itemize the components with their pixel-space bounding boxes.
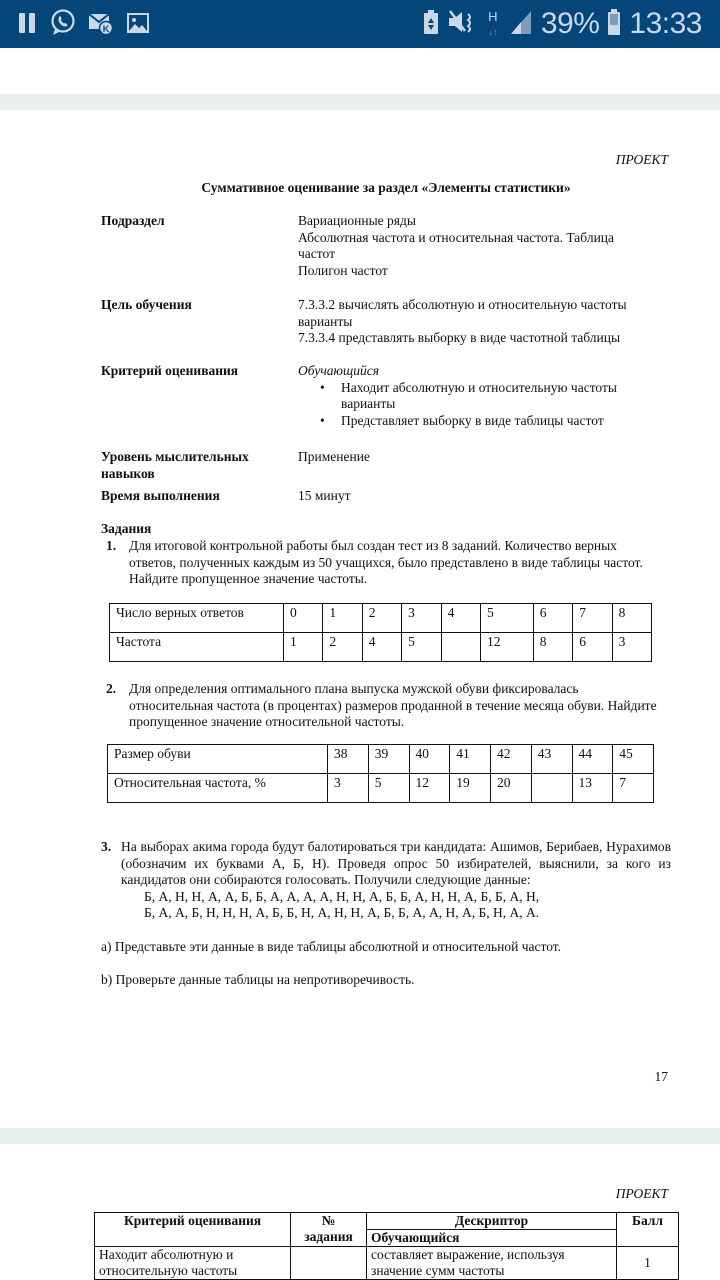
table-cell: 19 (450, 774, 491, 803)
table-cell: 1 (284, 633, 323, 662)
rubric-task-number (291, 1247, 367, 1280)
meta-label: Критерий оценивания (101, 363, 239, 378)
rubric-descriptor: составляет выражение, используя значение сумм частоты (367, 1247, 617, 1280)
mail-notification-icon (88, 11, 114, 40)
table-cell: 4 (362, 633, 401, 662)
draft-mark: ПРОЕКТ (615, 152, 668, 167)
votes-line: Б, А, Н, Н, А, А, Б, Б, А, А, А, А, Н, Н, А, Б, Б, А, Н, Н, А, Б, Б, А, Н, (144, 888, 540, 904)
meta-label: Уровень мыслительных навыков (101, 449, 249, 481)
task-number: 1. (106, 538, 117, 553)
meta-value: 15 минут (298, 488, 351, 503)
task-number: 3. (101, 839, 112, 854)
table-cell: 2 (362, 604, 401, 633)
table-row (110, 604, 652, 633)
whatsapp-icon (50, 9, 76, 42)
table-cell: 45 (613, 745, 654, 774)
page-separator (0, 94, 720, 110)
meta-thinking-level (101, 449, 661, 485)
svg-text:K: K (102, 24, 110, 34)
document-title: Суммативное оценивание за раздел «Элементы статистики» (201, 180, 571, 195)
table-cell: 7 (573, 604, 612, 633)
task-number: 2. (106, 681, 117, 696)
table-cell: 5 (368, 774, 409, 803)
bullet-item: • Находит абсолютную и относительную частоты варианты (318, 380, 628, 413)
table-cell: 8 (612, 604, 651, 633)
table-header-row (95, 1213, 679, 1230)
task-1 (106, 538, 662, 588)
header-descriptor: Дескриптор (367, 1213, 617, 1230)
meta-value: Применение (298, 449, 370, 464)
meta-learning-goal (101, 297, 661, 349)
network-h-icon: H ↓↑ (488, 8, 498, 37)
meta-value: Вариационные ряды Абсолютная частота и относительная частота. Таблица частот Полигон частот (298, 213, 615, 278)
task-text: На выборах акима города будут балотироваться три кандидата: Ашимов, Берибаев, Нурахимов (обозначим их буквами А, Б, Н). Проведя опрос 50 избирателей, выяснили, за кого из кандидатов они собираются голосовать. Получили следующие данные: (121, 839, 671, 887)
battery-percent: 39% (540, 7, 600, 40)
table-cell: 20 (491, 774, 532, 803)
table-cell: 41 (450, 745, 491, 774)
table-cell: 3 (612, 633, 651, 662)
task-2 (106, 681, 662, 731)
signal-icon (509, 9, 533, 40)
task-text: Для итоговой контрольной работы был создан тест из 8 заданий. Количество верных ответов, полученных каждым из 50 учащихся, было представлено в виде таблицы частот. Найдите пропущенное значение частоты. (129, 538, 643, 586)
draft-mark: ПРОЕКТ (615, 1186, 668, 1201)
table-cell: 7 (613, 774, 654, 803)
header-task-number: № задания (291, 1213, 367, 1247)
task-3-subquestion-b: b) Проверьте данные таблицы на непротиворечивость. (101, 972, 415, 987)
header-descriptor-sub: Обучающийся (367, 1230, 617, 1247)
row-label: Число верных ответов (110, 604, 284, 633)
table-cell: 0 (284, 604, 323, 633)
table-row (108, 745, 654, 774)
document-page-1 (0, 110, 720, 1128)
header-score: Балл (617, 1213, 679, 1247)
mute-icon (447, 9, 477, 40)
page-separator (0, 1128, 720, 1144)
meta-duration (101, 488, 661, 506)
task-2-relative-frequency-table (107, 744, 654, 803)
task-text: Для определения оптимального плана выпуска мужской обуви фиксировалась относительная частота (в процентах) размеров проданной в течение месяца обуви. Найдите пропущенное значение относительной частоты. (129, 681, 657, 729)
page-number: 17 (654, 1069, 668, 1084)
meta-subsection (101, 213, 661, 283)
table-cell: 42 (491, 745, 532, 774)
table-cell (441, 633, 480, 662)
table-row (95, 1247, 679, 1280)
status-bar (0, 0, 720, 48)
table-cell: 5 (402, 633, 441, 662)
clock-time: 13:33 (629, 7, 702, 40)
table-row (108, 774, 654, 803)
table-cell: 40 (409, 745, 450, 774)
meta-label: Цель обучения (101, 297, 192, 312)
votes-line: Б, А, А, Б, Н, Н, Н, А, Б, Б, Н, А, Н, Н, А, Б, Б, А, А, Н, А, Б, Н, А, А. (144, 905, 540, 920)
table-cell: 44 (572, 745, 613, 774)
row-label: Частота (110, 633, 284, 662)
meta-value: 7.3.3.2 вычислять абсолютную и относительную частоты варианты 7.3.3.4 представлять выборку в виде частотной таблицы (298, 297, 627, 345)
tasks-heading: Задания (101, 521, 152, 536)
meta-value: Обучающийся • Находит абсолютную и относительную частоты варианты • Представляет выборку в виде таблицы частот (298, 363, 658, 429)
meta-label: Подраздел (101, 213, 165, 228)
rubric-criterion: Находит абсолютную и относительную частоты (95, 1247, 291, 1280)
table-cell: 12 (480, 633, 533, 662)
table-cell: 6 (573, 633, 612, 662)
row-label: Размер обуви (108, 745, 328, 774)
task-3-subquestion-a: a) Представьте эти данные в виде таблицы абсолютной и относительной частот. (101, 939, 562, 954)
table-cell: 2 (323, 633, 362, 662)
battery-icon (607, 8, 621, 41)
task-3 (101, 839, 671, 922)
table-cell: 38 (328, 745, 369, 774)
criterion-bullets (318, 380, 658, 430)
table-cell: 12 (409, 774, 450, 803)
table-cell: 4 (441, 604, 480, 633)
table-cell: 3 (402, 604, 441, 633)
table-cell: 39 (368, 745, 409, 774)
table-cell: 1 (323, 604, 362, 633)
row-label: Относительная частота, % (108, 774, 328, 803)
table-cell: 3 (328, 774, 369, 803)
gallery-image-icon (126, 12, 150, 39)
header-criterion: Критерий оценивания (95, 1213, 291, 1247)
bullet-item: • Представляет выборку в виде таблицы частот (318, 413, 658, 430)
table-cell: 6 (533, 604, 572, 633)
pause-icon (18, 12, 38, 39)
rubric-score: 1 (617, 1247, 679, 1280)
table-cell: 43 (531, 745, 572, 774)
rubric-table (94, 1212, 679, 1280)
task-1-frequency-table (109, 603, 652, 662)
table-cell: 5 (480, 604, 533, 633)
meta-criterion (101, 363, 661, 433)
table-cell: 13 (572, 774, 613, 803)
table-cell (531, 774, 572, 803)
table-row (110, 633, 652, 662)
battery-saver-icon (423, 9, 439, 40)
table-cell: 8 (533, 633, 572, 662)
meta-label: Время выполнения (101, 488, 220, 503)
